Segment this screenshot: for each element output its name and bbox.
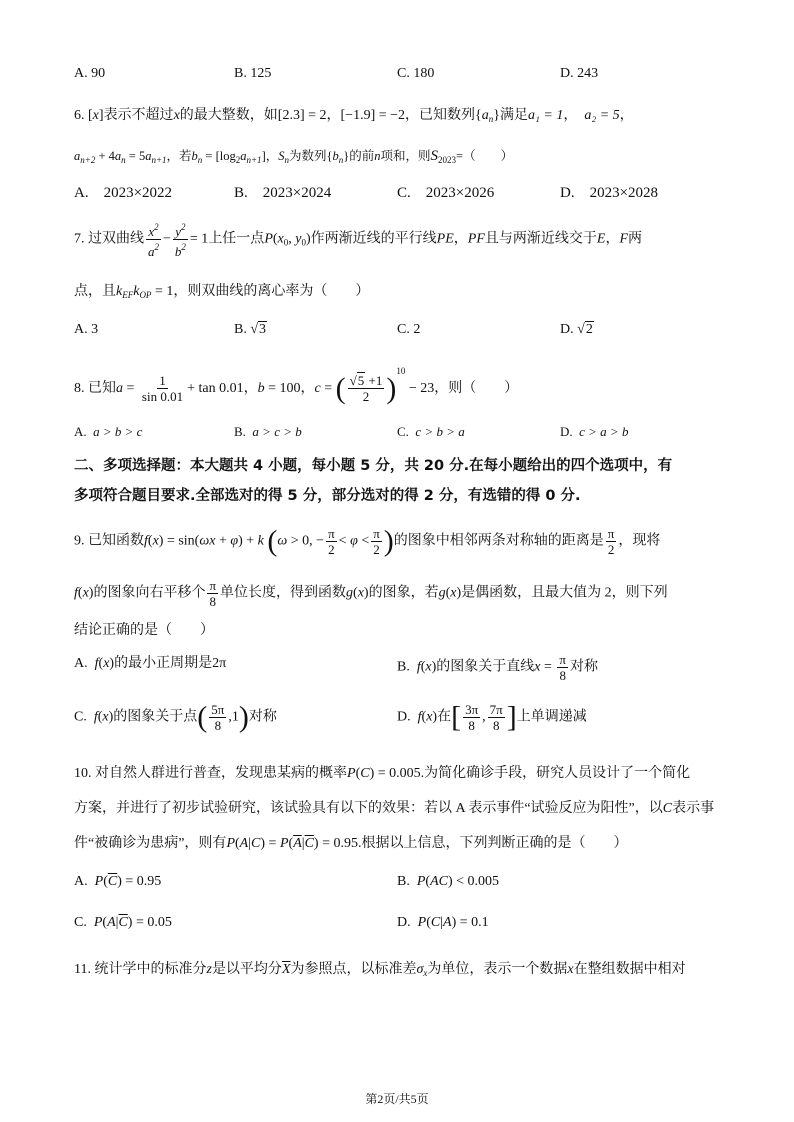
q10-number: 10. <box>74 766 92 781</box>
q6-a2: a₂ = 5 <box>584 108 620 123</box>
q6-example2: [−1.9] = −2 <box>340 108 406 123</box>
q9-text: 的图象中相邻两条对称轴的距离是 <box>393 533 604 549</box>
q7-option-b[interactable]: B. √3 <box>234 322 267 337</box>
q7-text: 作两渐近线的平行线 <box>310 231 437 247</box>
section2-heading-line2: 多项符合题目要求.全部选对的得 5 分，部分选对的得 2 分，有选错的得 0 分. <box>74 488 581 504</box>
q6-option-a[interactable]: A. 2023×2022 <box>74 185 173 201</box>
q6-text: 表示不超过 <box>103 108 174 123</box>
section2-heading-line1: 二、多项选择题：本大题共 4 小题，每小题 5 分，共 20 分.在每小题给出的四个选项中，有 <box>74 458 673 474</box>
q8-text: 已知 <box>88 381 116 396</box>
q9-option-c[interactable]: C. f(x)的图象关于点( $\frac{5\pi}{8}$ ,1)对称 <box>74 700 277 734</box>
q8-option-a-label: A. <box>74 424 87 439</box>
q6-text: 满足 <box>500 108 528 123</box>
q6-text: ，已知数列 <box>405 108 476 123</box>
q11-text: 是以平均分 <box>211 962 282 977</box>
q7-option-c[interactable]: C. 2 <box>397 322 421 337</box>
q6-text: 项和，则 <box>380 149 431 163</box>
q11-text: 为单位，表示一个数据 <box>427 962 568 977</box>
q9-line3: 结论正确的是（ ） <box>74 623 214 638</box>
q9-text: ，现将 <box>618 533 661 549</box>
q8-number: 8. <box>74 381 85 396</box>
q7-text: 上任一点 <box>208 231 265 247</box>
q5-option-d[interactable]: D. 243 <box>560 66 599 81</box>
q6-text: ，若 <box>166 149 192 163</box>
q9-option-c-text2: 对称 <box>248 709 277 725</box>
q8-option-a[interactable] <box>74 424 142 440</box>
q8-option-c-value: c > b > a <box>415 424 465 439</box>
q6-text: 为数列 <box>288 149 327 163</box>
q9-option-a-text: 的最小正周期是 <box>114 656 213 671</box>
q10-text: 表示事 <box>672 801 715 816</box>
q9-text: 的图象向右平移个 <box>93 585 206 601</box>
q7-option-b-label: B. <box>234 322 247 337</box>
q10-text: 方案，并进行了初步试验研究，该试验具有以下的效果：若以 A 表示事件“试验反应为阳性”，以 <box>74 801 663 816</box>
q10-text: 件“被确诊为患病”，则有 <box>74 836 227 851</box>
q5-option-a[interactable]: A. 90 <box>74 66 106 81</box>
q8-option-d-label: D. <box>560 424 573 439</box>
q10-option-b-value: < 0.005 <box>456 874 500 889</box>
q5-option-b[interactable]: B. 125 <box>234 66 272 81</box>
q8-option-b-label: B. <box>234 424 246 439</box>
q11-text: 在整组数据中相对 <box>573 962 686 977</box>
q10-text: .根据以上信息，下列判断正确的是（ ） <box>357 836 628 851</box>
q9-option-b[interactable]: B. f(x)的图象关于直线x = $\frac{\pi}{8}$ 对称 <box>397 652 598 683</box>
q9-number: 9. <box>74 533 85 549</box>
q11-line1: 11. 统计学中的标准分z是以平均分$\overline{X}$为参照点，以标准差$\sigma_x$为单位，表示一个数据x在整组数据中相对 <box>74 962 686 978</box>
q6-option-d[interactable]: D. 2023×2028 <box>560 185 659 201</box>
q9-option-b-text: 的图象关于直线 <box>436 659 535 675</box>
q7-option-a[interactable]: A. 3 <box>74 322 99 337</box>
q6-option-b[interactable]: B. 2023×2024 <box>234 185 332 201</box>
q7-text: 两 <box>628 231 642 247</box>
q8-option-b-value: a > c > b <box>252 424 302 439</box>
q7-number: 7. <box>74 231 85 247</box>
q9-option-b-text2: 对称 <box>570 659 598 675</box>
q9-text: 是偶函数，且最大值为 2，则下列 <box>461 585 668 601</box>
q10-line3: 件“被确诊为患病”，则有$P(A|C) = P(\overline{A}|\overline{C}) = 0.95$.根据以上信息，下列判断正确的是（ ） <box>74 836 628 851</box>
q9-text: 单位长度，得到函数 <box>220 585 347 601</box>
q6-option-c[interactable]: C. 2023×2026 <box>397 185 495 201</box>
q6-number: 6. <box>74 108 85 123</box>
q8-option-b[interactable] <box>234 424 302 440</box>
q8-option-d[interactable] <box>560 424 628 440</box>
q11-number: 11. <box>74 962 91 977</box>
q6-a1: a₁ = 1 <box>528 108 564 123</box>
q7-option-d-label: D. <box>560 322 574 337</box>
q10-line1: 10. 对自然人群进行普查，发现患某病的概率P(C) = 0.005.为简化确诊手段，研究人员设计了一个简化 <box>74 766 691 781</box>
q10-option-d[interactable]: D. P(C|A) = 0.1 <box>397 915 489 930</box>
q9-option-d[interactable]: D. f(x)在[ $\frac{3\pi}{8}$ , $\frac{7\pi}{8}$ ]上单调递减 <box>397 700 587 734</box>
q11-text: 统计学中的标准分 <box>94 962 207 977</box>
q7-option-d[interactable]: D. √2 <box>560 322 593 337</box>
q10-option-b[interactable]: B. P(AC) < 0.005 <box>397 874 500 889</box>
q6-text: =（ ） <box>456 149 514 163</box>
q7-text: 且与两渐近线交于 <box>484 231 597 247</box>
q6-line2: $a_{n+2} + 4a_n = 5a_{n+1}$，若$b_n = [\log_2a_{n+1}]$，$S_n$为数列$\{b_n\}$的前n项和，则$S_{2023}=$（ ） <box>74 148 514 165</box>
page-footer: 第2页/共5页 <box>365 1092 429 1106</box>
q8-option-c[interactable] <box>397 424 465 440</box>
q6-text: 的前 <box>349 149 375 163</box>
q10-text: .为简化确诊手段，研究人员设计了一个简化 <box>420 766 691 781</box>
q10-line2: 方案，并进行了初步试验研究，该试验具有以下的效果：若以 A 表示事件“试验反应为阳性”，以C表示事 <box>74 801 715 816</box>
q9-option-a[interactable]: A. f(x)的最小正周期是2π <box>74 656 227 671</box>
q7-line1: 7. 过双曲线 $\frac{x^2}{a^2}$ − $\frac{y^2}{b^2}$ = 1上任一点$P(x_0$, $y_0$)作两渐近线的平行线PE，PF且与两渐近线交于E，F两 <box>74 222 642 259</box>
q8-option-d-value: c > a > b <box>579 424 629 439</box>
q6-line1: 6. [x]表示不超过x的最大整数，如[2.3] = 2，[−1.9] = −2，已知数列$\{a_n\}$满足a₁ = 1， a₂ = 5， <box>74 108 634 124</box>
q8-option-a-value: a > b > c <box>93 424 143 439</box>
q9-option-d-text: 在 <box>437 709 452 725</box>
q8-option-c-label: C. <box>397 424 409 439</box>
q9-line2: f(x)的图象向右平移个 $\frac{\pi}{8}$ 单位长度，得到函数g(x)的图象，若g(x)是偶函数，且最大值为 2，则下列 <box>74 578 668 609</box>
q9-option-c-text: 的图象关于点 <box>113 709 198 725</box>
q9-text: 已知函数 <box>88 533 144 549</box>
q7-text: 过双曲线 <box>88 231 144 247</box>
q9-option-d-text2: 上单调递减 <box>516 709 587 725</box>
q8-text: ，则（ ） <box>434 381 519 396</box>
q10-option-d-value: = 0.1 <box>459 915 489 930</box>
q7-text: 点，且 <box>74 284 116 299</box>
q7-line2: 点，且$k_{EF}k_{OP} = 1$，则双曲线的离心率为（ ） <box>74 284 370 300</box>
q6-text: 的最大整数，如 <box>179 108 278 123</box>
q10-option-c[interactable]: C. $P(A|\overline{C}) = 0.05$ <box>74 915 172 930</box>
q11-text: 为参照点，以标准差 <box>290 962 417 977</box>
q10-option-a[interactable]: A. $P(\overline{C}) = 0.95$ <box>74 874 162 889</box>
q10-option-c-value: = 0.05 <box>135 915 172 930</box>
q9-text: 的图象，若 <box>368 585 439 601</box>
q10-text: 对自然人群进行普查，发现患某病的概率 <box>95 766 347 781</box>
q10-option-a-value: = 0.95 <box>125 874 162 889</box>
q5-option-c[interactable]: C. 180 <box>397 66 435 81</box>
q8-line: 8. 已知a = $\frac{1}{\sin 0.01}$ + tan 0.01，b = 100，c = ( $\frac{√5 +1}{2}$ )$^{10}$ − 23，则（ ） <box>74 366 519 405</box>
q6-example1: [2.3] = 2 <box>277 108 327 123</box>
q7-text: ，则双曲线的离心率为（ ） <box>173 284 370 299</box>
q9-line1: 9. 已知函数f(x) = sin(ωx + φ) + k (ω > 0, − $\frac{\pi}{2}$ < φ < $\frac{\pi}{2}$ )的图象中相邻两条对称轴的距离是 $\frac{\pi}{2}$ ，现将 <box>74 524 661 558</box>
